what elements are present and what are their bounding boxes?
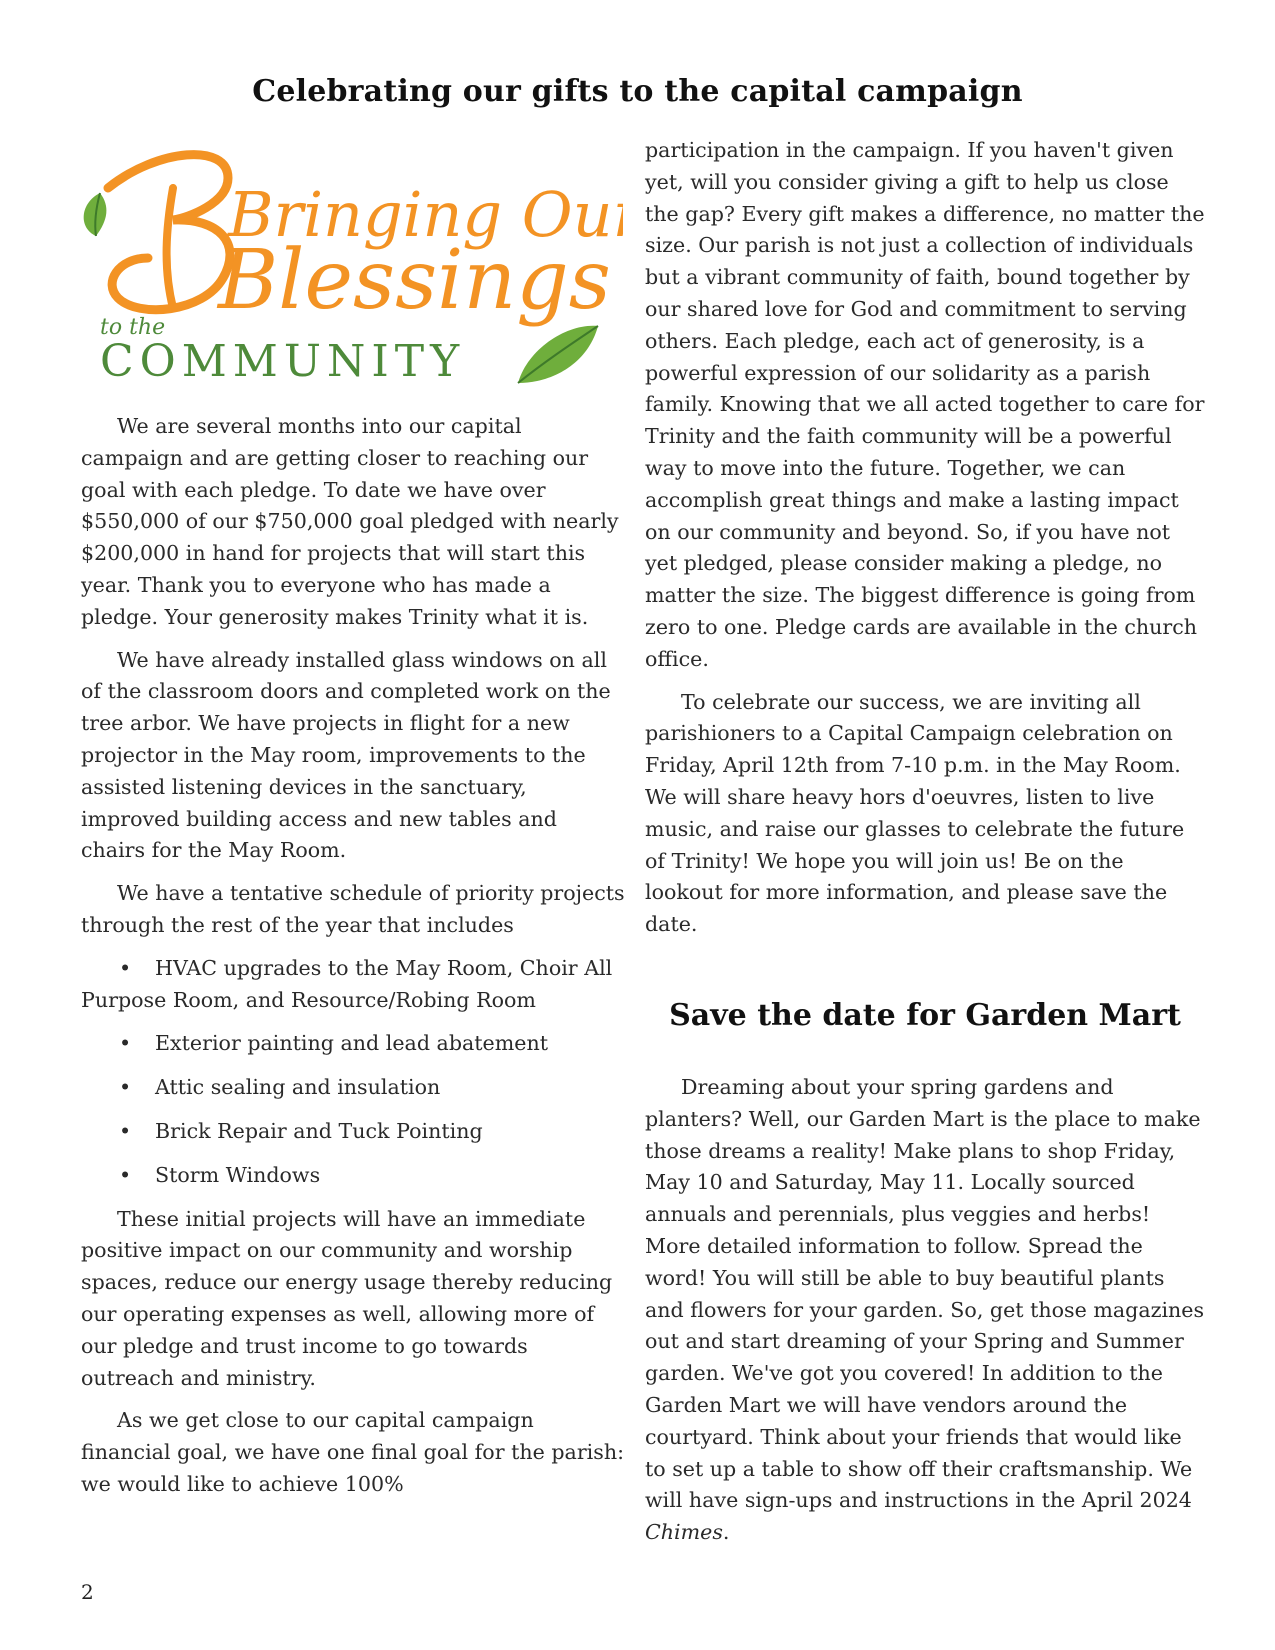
campaign-paragraph-3: We have a tentative schedule of priority projects through the rest of the year that includes (81, 881, 625, 937)
right-column (645, 135, 1205, 952)
page-title: Celebrating our gifts to the capital campaign (252, 74, 1023, 109)
campaign-paragraph-1: We are several months into our capital campaign and are getting closer to reaching our goal with each pledge. To date we have over $550,000 of our $750,000 goal pledged with nearly $200,000 in hand for projects that will start this year. Thank you to everyone who has made a pledge. Your generosity makes Trinity what it is. (81, 414, 619, 629)
chimes-title: Chimes (645, 1520, 723, 1545)
page-number: 2 (81, 1580, 94, 1604)
left-column (81, 411, 626, 1512)
list-item: • Brick Repair and Tuck Pointing (119, 1118, 483, 1143)
garden-mart-heading: Save the date for Garden Mart (669, 998, 1181, 1033)
campaign-paragraph-4: These initial projects will have an immediate positive impact on our community and worship spaces, reduce our energy usage thereby reducing our operating expenses as well, allowing more of our pledge and trust income to go towards outreach and ministry. (81, 1206, 613, 1390)
garden-mart-paragraph: Dreaming about your spring gardens and planters? Well, our Garden Mart is the place to make those dreams a reality! Make plans to shop Friday, May 10 and Saturday, May 11. Locally sourced annuals and perennials, plus veggies and herbs! More detailed information to follow. Spread the word! You will still be able to buy beautiful plants and flowers for your garden. So, get those magazines out and start dreaming of your Spring and Summer garden. We've got you covered! In addition to the Garden Mart we will have vendors around the courtyard. Think about your friends that would like to set up a table to show off their craftsmanship. We will have sign-ups and instructions in the April 2024 Chimes. (645, 1075, 1205, 1545)
project-list (81, 953, 626, 1192)
logo-line1: Bringing Our (228, 178, 623, 251)
campaign-paragraph-2: We have already installed glass windows on all of the classroom doors and completed work on the tree arbor. We have projects in flight for a new projector in the May room, improvements to the assisted listening devices in the sanctuary, improved building access and new tables and chairs for the May Room. (81, 647, 611, 863)
logo-line4: COMMUNITY (100, 336, 466, 387)
logo-line2: Blessings (218, 233, 611, 328)
garden-mart-column (645, 1072, 1205, 1560)
list-item: • Exterior painting and lead abatement (119, 1031, 549, 1056)
celebration-paragraph: To celebrate our success, we are inviting all parishioners to a Capital Campaign celebration on Friday, April 12th from 7-10 p.m. in the May Room. We will share heavy hors d'oeuvres, listen to live music, and raise our glasses to celebrate the future of Trinity! We hope you will join us! Be on the lookout for more information, and please save the date. (645, 689, 1185, 937)
logo-graphic (78, 148, 623, 393)
campaign-paragraph-5: As we get close to our capital campaign financial goal, we have one final goal for the parish: we would like to achieve 100% (81, 1408, 625, 1496)
logo-line3: to the (100, 315, 166, 340)
campaign-logo (78, 148, 623, 393)
list-item: • Attic sealing and insulation (119, 1075, 441, 1100)
list-item: • HVAC upgrades to the May Room, Choir All Purpose Room, and Resource/Robing Room (81, 955, 613, 1012)
campaign-paragraph-6: participation in the campaign. If you haven't given yet, will you consider giving a gift to help us close the gap? Every gift makes a difference, no matter the size. Our parish is not just a collection of individuals but a vibrant community of faith, bound together by our shared love for God and commitment to serving others. Each pledge, each act of generosity, is a powerful expression of our solidarity as a parish family. Knowing that we all acted together to care for Trinity and the faith community will be a powerful way to move into the future. Together, we can accomplish great things and make a lasting impact on our community and beyond. So, if you have not yet pledged, please consider making a pledge, no matter the size. The biggest difference is going from zero to one. Pledge cards are available in the church office. (645, 138, 1205, 671)
list-item: • Storm Windows (119, 1162, 321, 1187)
